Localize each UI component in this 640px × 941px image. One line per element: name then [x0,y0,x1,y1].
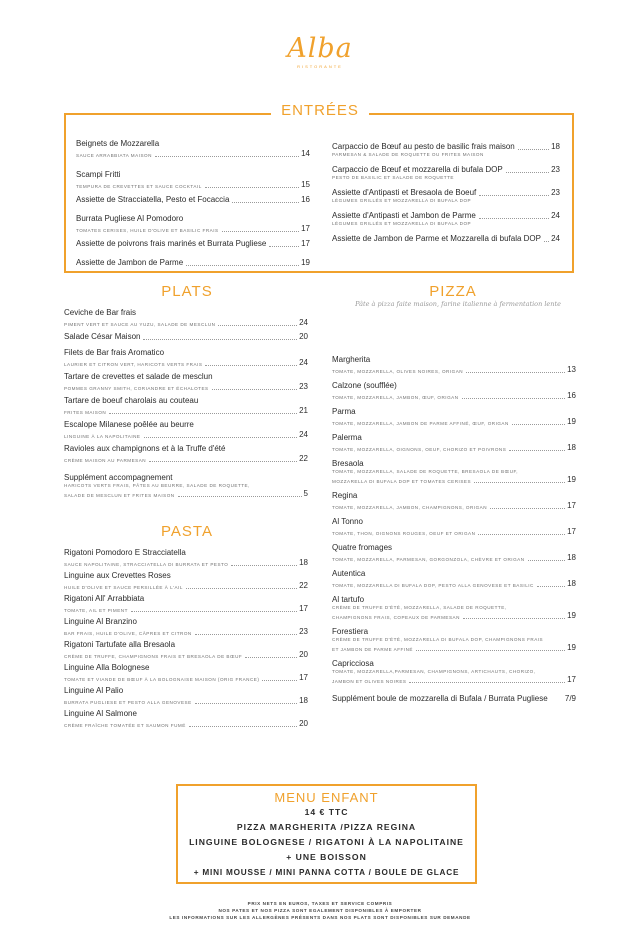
item-price: 19 [567,417,576,426]
menu-item [332,627,576,654]
item-price: 17 [301,224,310,233]
item-name: Tartare de crevettes et salade de mesclun [64,372,213,381]
item-description: CRÈME DE TRUFFE D'ÉTÉ, MOZZARELLA, SALADE DE ROQUETTE, [332,605,507,610]
item-description: HUILE D'OLIVE ET SAUCE PERSILLÉE À L'AIL [64,585,183,590]
item-price: 18 [567,443,576,452]
item-price: 17 [567,675,576,684]
kids-menu-price: 14 € TTC [304,807,349,817]
item-name: Assiette de Jambon de Parme [76,258,184,267]
item-description: TOMATE, MOZZARELLA, PARMESAN, GORGONZOLA, CHÈVRE ET ORIGAN [332,557,525,562]
kids-menu-line: LINGUINE BOLOGNESE / RIGATONI À LA NAPOLITAINE [189,837,464,847]
item-name: Rigatoni Pomodoro E Stracciatella [64,548,186,557]
item-price: 24 [299,430,308,439]
item-name: Capricciosa [332,659,374,668]
item-name: Parma [332,407,356,416]
item-description: TOMATES CERISES, HUILE D'OLIVE ET BASILIC FRAIS [76,228,219,233]
menu-item [64,348,308,367]
menu-item [64,663,308,681]
item-description: LINGUINE À LA NAPOLITAINE [64,434,141,439]
item-name: Assiette de poivrons frais marinés et Burrata Pugliese [76,239,267,248]
item-name: Supplément boule de mozzarella di Bufala / Burrata Pugliese [332,694,548,703]
menu-item [332,142,560,160]
item-name: Assiette de Jambon de Parme et Mozzarella di bufala DOP [332,234,541,243]
item-name: Linguine Alla Bolognese [64,663,150,672]
kids-menu-title: MENU ENFANT [274,790,379,805]
menu-item [64,420,308,439]
item-description: TOMATE, MOZZARELLA, OIGNONS, OEUF, CHORIZO ET POIVRONS [332,447,507,452]
menu-item [332,381,576,402]
item-description: LÉGUMES GRILLÉS ET MOZZARELLA DI BUFALA DOP [332,221,472,226]
item-name: Linguine Al Branzino [64,617,137,626]
item-description: LÉGUMES GRILLÉS ET MOZZARELLA DI BUFALA DOP [332,198,472,203]
footer-line: PRIX NETS EN EUROS, TAXES ET SERVICE COMPRIS [247,901,393,906]
item-name: Regina [332,491,358,500]
menu-item [332,595,576,622]
item-description: CRÈME DE TRUFFE, CHAMPIGNONS FRAIS ET BRESAOLA DE BŒUF [64,654,243,659]
item-description: TOMATE, MOZZARELLA, JAMBON, ŒUF, ORIGAN [332,395,459,400]
menu-item [332,355,576,376]
menu-item [332,491,576,512]
item-name: Ravioles aux champignons et à la Truffe d'été [64,444,226,453]
pizza-column [332,355,576,713]
footer-line: LES INFORMATIONS SUR LES ALLERGÈNES PRÉSENTS DANS NOS PLATS SONT DISPONIBLES SUR DEMANDE [169,915,471,920]
item-price: 20 [299,719,308,728]
item-name: Tartare de boeuf charolais au couteau [64,396,199,405]
supplement-item [64,473,308,503]
item-price: 23 [551,165,560,174]
item-description: BAR FRAIS, HUILE D'OLIVE, CÂPRES ET CITRON [64,631,192,636]
menu-item [64,594,308,612]
item-name: Palerma [332,433,362,442]
menu-item [332,407,576,428]
restaurant-logo [0,34,640,69]
footer-line: NOS PATES ET NOS PIZZA SONT EGALEMENT DISPONIBLES À EMPORTER [218,908,422,913]
menu-item [332,165,560,183]
item-name: Carpaccio de Bœuf et mozzarella di bufala DOP [332,165,503,174]
item-price: 22 [299,454,308,463]
item-price: 16 [567,391,576,400]
logo-wordmark: Alba [287,33,353,64]
item-description: CRÈME DE TRUFFE D'ÉTÉ, MOZZARELLA DI BUFALA DOP, CHAMPIGNONS FRAIS [332,637,544,642]
item-price: 23 [551,188,560,197]
menu-item [64,308,308,327]
item-price: 24 [299,318,308,327]
pasta-column [64,548,308,732]
item-name: Beignets de Mozzarella [76,139,160,148]
item-name: Rigatoni All' Arrabbiata [64,594,145,603]
item-price: 18 [567,553,576,562]
item-description: MOZZARELLA DI BUFALA DOP ET TOMATES CERISES [332,479,472,484]
item-name: Linguine Al Salmone [64,709,137,718]
item-description: ET JAMBON DE PARME AFFINÉ [332,647,413,652]
item-name: Filets de Bar frais Aromatico [64,348,165,357]
item-price: 17 [299,673,308,682]
item-name: Al tartufo [332,595,365,604]
item-description: TOMATE, THON, OIGNONS ROUGES, OEUF ET ORIGAN [332,531,476,536]
item-name: Al Tonno [332,517,363,526]
plats-column [64,308,308,508]
menu-item [76,195,310,209]
item-description: PIMENT VERT ET SAUCE AU YUZU, SALADE DE MESCLUN [64,322,216,327]
item-name: Assiette d'Antipasti et Jambon de Parme [332,211,476,220]
menu-item [76,139,310,165]
item-name: Autentica [332,569,366,578]
menu-item [332,433,576,454]
item-price: 7/9 [564,694,576,703]
item-description: TOMATE, MOZZARELLA,PARMESAN, CHAMPIGNONS, ARTICHAUTS, CHORIZO, [332,669,536,674]
item-price: 17 [299,604,308,613]
menu-item [64,396,308,415]
menu-item [64,548,308,566]
item-description: TOMATE, MOZZARELLA DI BUFALA DOP, PESTO ALLA GENOVESE ET BASILIC [332,583,534,588]
item-description: CRÈME FRAÎCHE TOMATÉE ET SAUMON FUMÉ [64,723,186,728]
item-description: LAURIER ET CITRON VERT, HARICOTS VERTS FRAIS [64,362,203,367]
kids-menu-line: + UNE BOISSON [286,852,367,862]
item-name: Rigatoni Tartufate alla Bresaola [64,640,176,649]
menu-item [76,239,310,253]
item-description: SALADE DE MESCLUN ET FRITES MAISON [64,493,175,498]
item-description: FRITES MAISON [64,410,107,415]
item-name: Assiette d'Antipasti et Bresaola de Boeuf [332,188,477,197]
menu-item [332,459,576,486]
item-price: 18 [551,142,560,151]
item-name: Ceviche de Bar frais [64,308,137,317]
menu-item [64,709,308,727]
menu-item [64,332,308,343]
menu-item [332,188,560,206]
item-description: SAUCE NAPOLITAINE, STRACCIATELLA DI BURRATA ET PESTO [64,562,229,567]
item-description: TEMPURA DE CREVETTES ET SAUCE COCKTAIL [76,184,202,189]
entrees-left-column [76,139,310,277]
item-description: TOMATE ET VIANDE DE BŒUF À LA BOLOGNAISE MAISON (ORIG FRANCE) [64,677,260,682]
pizza-title: PIZZA [429,283,477,300]
menu-item [64,372,308,391]
item-name: Salade César Maison [64,332,141,341]
item-price: 17 [567,501,576,510]
item-price: 19 [567,643,576,652]
item-price: 22 [299,581,308,590]
entrees-right-column [332,142,560,253]
item-price: 14 [301,149,310,158]
entrees-title-text: ENTRÉES [271,102,369,119]
item-price: 17 [567,527,576,536]
item-price: 13 [567,365,576,374]
item-name: Forestiera [332,627,369,636]
menu-item [76,214,310,234]
menu-item [332,569,576,590]
item-price: 19 [301,258,310,267]
pasta-title: PASTA [161,523,213,540]
item-price: 17 [301,239,310,248]
item-description: TOMATE, MOZZARELLA, JAMBON, CHAMPIGNONS, ORIGAN [332,505,488,510]
menu-item [332,543,576,564]
item-price: 18 [567,579,576,588]
item-price: 16 [301,195,310,204]
menu-item [64,686,308,704]
item-description: SAUCE ARRABBIATA MAISON [76,153,152,158]
menu-item [332,211,560,229]
item-name: Calzone (soufflée) [332,381,397,390]
item-description: TOMATE, AIL ET PIMENT [64,608,128,613]
item-price: 19 [567,475,576,484]
kids-menu-line: + MINI MOUSSE / MINI PANNA COTTA / BOULE DE GLACE [193,868,460,877]
item-price: 18 [299,558,308,567]
item-price: 23 [299,382,308,391]
menu-item [332,234,560,248]
plats-title: PLATS [161,283,213,300]
item-price: 18 [299,696,308,705]
item-price: 5 [303,489,308,498]
item-name: Escalope Milanese poêlée au beurre [64,420,194,429]
item-name: Linguine aux Crevettes Roses [64,571,171,580]
item-price: 20 [299,332,308,341]
item-description: CHAMPIGNONS FRAIS, COPEAUX DE PARMESAN [332,615,460,620]
item-name: Scampi Fritti [76,170,121,179]
item-name: Quatre fromages [332,543,393,552]
item-price: 23 [299,627,308,636]
pizza-subtitle: Pâte à pizza faite maison, farine italienne à fermentation lente [355,300,561,308]
item-name: Carpaccio de Bœuf au pesto de basilic frais maison [332,142,515,151]
menu-item [76,258,310,272]
item-price: 20 [299,650,308,659]
item-name: Bresaola [332,459,364,468]
footer-notes [0,900,640,921]
item-description: TOMATE, MOZZARELLA, OLIVES NOIRES, ORIGAN [332,369,464,374]
menu-item [64,571,308,589]
item-description: JAMBON ET OLIVES NOIRES [332,679,407,684]
item-price: 21 [299,406,308,415]
menu-item [64,444,308,463]
item-price: 24 [299,358,308,367]
item-description: TOMATE, MOZZARELLA, SALADE DE ROQUETTE, BRESAOLA DE BŒUF, [332,469,519,474]
item-price: 24 [551,234,560,243]
menu-item [64,640,308,658]
item-name: Burrata Pugliese Al Pomodoro [76,214,184,223]
kids-menu-frame [176,784,477,884]
item-description: CRÈME MAISON AU PARMESAN [64,458,147,463]
item-name: Assiette de Stracciatella, Pesto et Focaccia [76,195,230,204]
item-description: POMMES GRANNY SMITH, CORIANDRE ET ÉCHALOTES [64,386,209,391]
menu-item [76,170,310,190]
logo-subtitle: RISTORANTE [297,64,343,69]
kids-menu-line: PIZZA MARGHERITA /PIZZA REGINA [236,822,417,832]
item-name: Margherita [332,355,371,364]
item-price: 24 [551,211,560,220]
menu-item [332,517,576,538]
item-description: BURRATA PUGLIESE ET PESTO ALLA GENOVESE [64,700,192,705]
menu-item [332,659,576,686]
item-description: TOMATE, MOZZARELLA, JAMBON DE PARME AFFINÉ, ŒUF, ORIGAN [332,421,509,426]
item-name: Linguine Al Palio [64,686,124,695]
item-description: HARICOTS VERTS FRAIS, PÂTES AU BEURRE, SALADE DE ROQUETTE, [64,483,250,488]
menu-item [64,617,308,635]
item-price: 15 [301,180,310,189]
entrees-title [0,102,640,119]
item-description: PARMESAN & SALADE DE ROQUETTE OU FRITES MAISON [332,152,484,157]
item-description: PESTO DE BASILIC ET SALADE DE ROQUETTE [332,175,454,180]
item-name: Supplément accompagnement [64,473,173,482]
supplement-item [332,694,576,708]
item-price: 19 [567,611,576,620]
